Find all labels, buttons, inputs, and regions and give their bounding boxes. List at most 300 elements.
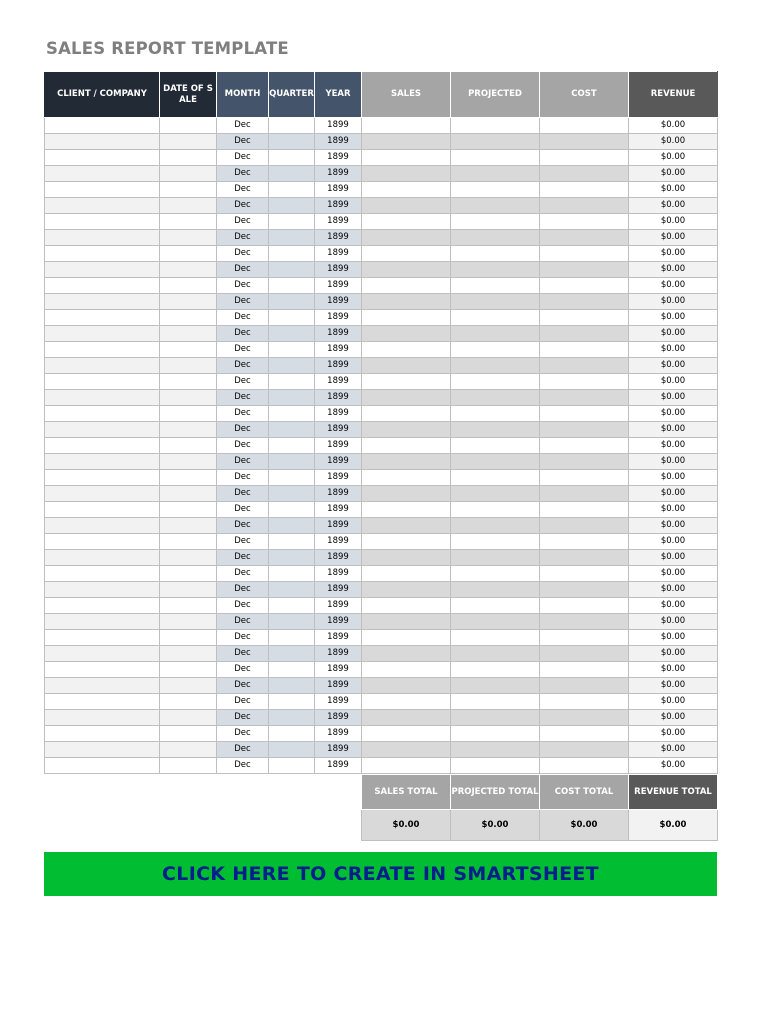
cell-year[interactable]: 1899 bbox=[315, 486, 362, 502]
cell-date[interactable] bbox=[160, 374, 217, 390]
cell-revenue[interactable]: $0.00 bbox=[629, 246, 718, 262]
cell-sales[interactable] bbox=[362, 182, 451, 198]
cell-date[interactable] bbox=[160, 422, 217, 438]
cell-revenue[interactable]: $0.00 bbox=[629, 614, 718, 630]
cell-quarter[interactable] bbox=[269, 470, 315, 486]
cell-quarter[interactable] bbox=[269, 502, 315, 518]
cell-revenue[interactable]: $0.00 bbox=[629, 710, 718, 726]
cell-client[interactable] bbox=[45, 214, 160, 230]
cell-revenue[interactable]: $0.00 bbox=[629, 630, 718, 646]
cell-month[interactable]: Dec bbox=[217, 342, 269, 358]
cell-cost[interactable] bbox=[540, 646, 629, 662]
cell-quarter[interactable] bbox=[269, 358, 315, 374]
cell-projected[interactable] bbox=[451, 134, 540, 150]
cell-revenue[interactable]: $0.00 bbox=[629, 294, 718, 310]
column-header-revenue[interactable]: REVENUE bbox=[629, 72, 718, 118]
cell-sales[interactable] bbox=[362, 518, 451, 534]
cell-cost[interactable] bbox=[540, 278, 629, 294]
cell-cost[interactable] bbox=[540, 406, 629, 422]
cell-sales[interactable] bbox=[362, 294, 451, 310]
cell-month[interactable]: Dec bbox=[217, 678, 269, 694]
cell-month[interactable]: Dec bbox=[217, 630, 269, 646]
cell-client[interactable] bbox=[45, 406, 160, 422]
cell-year[interactable]: 1899 bbox=[315, 438, 362, 454]
cell-year[interactable]: 1899 bbox=[315, 534, 362, 550]
cell-client[interactable] bbox=[45, 230, 160, 246]
cell-date[interactable] bbox=[160, 470, 217, 486]
cell-client[interactable] bbox=[45, 182, 160, 198]
cell-client[interactable] bbox=[45, 134, 160, 150]
cell-month[interactable]: Dec bbox=[217, 150, 269, 166]
cell-client[interactable] bbox=[45, 278, 160, 294]
column-header-quarter[interactable]: QUARTER bbox=[269, 72, 315, 118]
cell-quarter[interactable] bbox=[269, 566, 315, 582]
cell-year[interactable]: 1899 bbox=[315, 150, 362, 166]
cell-cost[interactable] bbox=[540, 150, 629, 166]
cell-sales[interactable] bbox=[362, 742, 451, 758]
cell-revenue[interactable]: $0.00 bbox=[629, 470, 718, 486]
cell-cost[interactable] bbox=[540, 550, 629, 566]
cell-sales[interactable] bbox=[362, 646, 451, 662]
cell-cost[interactable] bbox=[540, 598, 629, 614]
cell-year[interactable]: 1899 bbox=[315, 726, 362, 742]
cell-sales[interactable] bbox=[362, 326, 451, 342]
cell-month[interactable]: Dec bbox=[217, 502, 269, 518]
cell-month[interactable]: Dec bbox=[217, 422, 269, 438]
cell-projected[interactable] bbox=[451, 166, 540, 182]
cell-projected[interactable] bbox=[451, 422, 540, 438]
cell-month[interactable]: Dec bbox=[217, 454, 269, 470]
cell-projected[interactable] bbox=[451, 534, 540, 550]
cell-month[interactable]: Dec bbox=[217, 438, 269, 454]
cell-quarter[interactable] bbox=[269, 406, 315, 422]
cell-projected[interactable] bbox=[451, 390, 540, 406]
cell-projected[interactable] bbox=[451, 406, 540, 422]
cell-sales[interactable] bbox=[362, 758, 451, 774]
cell-cost[interactable] bbox=[540, 134, 629, 150]
cell-client[interactable] bbox=[45, 246, 160, 262]
cell-projected[interactable] bbox=[451, 310, 540, 326]
cell-quarter[interactable] bbox=[269, 342, 315, 358]
cell-year[interactable]: 1899 bbox=[315, 198, 362, 214]
cell-cost[interactable] bbox=[540, 166, 629, 182]
cell-projected[interactable] bbox=[451, 614, 540, 630]
cell-year[interactable]: 1899 bbox=[315, 550, 362, 566]
cell-cost[interactable] bbox=[540, 310, 629, 326]
cell-year[interactable]: 1899 bbox=[315, 358, 362, 374]
cell-date[interactable] bbox=[160, 518, 217, 534]
cell-quarter[interactable] bbox=[269, 646, 315, 662]
cell-quarter[interactable] bbox=[269, 166, 315, 182]
cell-revenue[interactable]: $0.00 bbox=[629, 262, 718, 278]
cell-cost[interactable] bbox=[540, 630, 629, 646]
cell-revenue[interactable]: $0.00 bbox=[629, 390, 718, 406]
cell-sales[interactable] bbox=[362, 358, 451, 374]
sales-total-value[interactable]: $0.00 bbox=[362, 810, 451, 841]
cell-quarter[interactable] bbox=[269, 294, 315, 310]
cell-quarter[interactable] bbox=[269, 598, 315, 614]
column-header-year[interactable]: YEAR bbox=[315, 72, 362, 118]
cell-sales[interactable] bbox=[362, 374, 451, 390]
cell-revenue[interactable]: $0.00 bbox=[629, 582, 718, 598]
cell-date[interactable] bbox=[160, 438, 217, 454]
cell-date[interactable] bbox=[160, 694, 217, 710]
cell-projected[interactable] bbox=[451, 502, 540, 518]
cell-year[interactable]: 1899 bbox=[315, 134, 362, 150]
cell-revenue[interactable]: $0.00 bbox=[629, 598, 718, 614]
cell-cost[interactable] bbox=[540, 566, 629, 582]
cell-month[interactable]: Dec bbox=[217, 390, 269, 406]
cell-client[interactable] bbox=[45, 470, 160, 486]
cell-client[interactable] bbox=[45, 390, 160, 406]
cell-sales[interactable] bbox=[362, 262, 451, 278]
cell-client[interactable] bbox=[45, 502, 160, 518]
cell-month[interactable]: Dec bbox=[217, 374, 269, 390]
cell-client[interactable] bbox=[45, 614, 160, 630]
cell-revenue[interactable]: $0.00 bbox=[629, 678, 718, 694]
cell-year[interactable]: 1899 bbox=[315, 310, 362, 326]
cell-projected[interactable] bbox=[451, 294, 540, 310]
cell-client[interactable] bbox=[45, 454, 160, 470]
cell-revenue[interactable]: $0.00 bbox=[629, 150, 718, 166]
revenue-total-value[interactable]: $0.00 bbox=[629, 810, 718, 841]
cell-client[interactable] bbox=[45, 310, 160, 326]
cell-client[interactable] bbox=[45, 534, 160, 550]
cell-month[interactable]: Dec bbox=[217, 518, 269, 534]
cell-month[interactable]: Dec bbox=[217, 262, 269, 278]
cell-projected[interactable] bbox=[451, 214, 540, 230]
cell-quarter[interactable] bbox=[269, 278, 315, 294]
cell-sales[interactable] bbox=[362, 662, 451, 678]
cell-projected[interactable] bbox=[451, 566, 540, 582]
cell-client[interactable] bbox=[45, 598, 160, 614]
cell-sales[interactable] bbox=[362, 470, 451, 486]
cell-date[interactable] bbox=[160, 150, 217, 166]
cell-month[interactable]: Dec bbox=[217, 470, 269, 486]
cell-month[interactable]: Dec bbox=[217, 294, 269, 310]
cell-quarter[interactable] bbox=[269, 118, 315, 134]
cell-revenue[interactable]: $0.00 bbox=[629, 662, 718, 678]
cell-projected[interactable] bbox=[451, 374, 540, 390]
cell-year[interactable]: 1899 bbox=[315, 406, 362, 422]
cell-sales[interactable] bbox=[362, 278, 451, 294]
cell-year[interactable]: 1899 bbox=[315, 614, 362, 630]
cell-revenue[interactable]: $0.00 bbox=[629, 134, 718, 150]
cell-year[interactable]: 1899 bbox=[315, 422, 362, 438]
cell-cost[interactable] bbox=[540, 390, 629, 406]
cell-year[interactable]: 1899 bbox=[315, 566, 362, 582]
cell-date[interactable] bbox=[160, 166, 217, 182]
cell-month[interactable]: Dec bbox=[217, 230, 269, 246]
cell-quarter[interactable] bbox=[269, 742, 315, 758]
cell-date[interactable] bbox=[160, 134, 217, 150]
cell-cost[interactable] bbox=[540, 710, 629, 726]
cell-year[interactable]: 1899 bbox=[315, 678, 362, 694]
cell-sales[interactable] bbox=[362, 534, 451, 550]
cell-year[interactable]: 1899 bbox=[315, 598, 362, 614]
cell-quarter[interactable] bbox=[269, 758, 315, 774]
cell-date[interactable] bbox=[160, 454, 217, 470]
cell-year[interactable]: 1899 bbox=[315, 758, 362, 774]
cell-sales[interactable] bbox=[362, 710, 451, 726]
cell-quarter[interactable] bbox=[269, 374, 315, 390]
cell-date[interactable] bbox=[160, 726, 217, 742]
cell-sales[interactable] bbox=[362, 406, 451, 422]
cell-cost[interactable] bbox=[540, 246, 629, 262]
cell-cost[interactable] bbox=[540, 678, 629, 694]
cell-sales[interactable] bbox=[362, 134, 451, 150]
cell-client[interactable] bbox=[45, 422, 160, 438]
cell-cost[interactable] bbox=[540, 758, 629, 774]
cell-date[interactable] bbox=[160, 310, 217, 326]
cell-client[interactable] bbox=[45, 166, 160, 182]
cell-projected[interactable] bbox=[451, 582, 540, 598]
cell-date[interactable] bbox=[160, 566, 217, 582]
cell-quarter[interactable] bbox=[269, 630, 315, 646]
cell-year[interactable]: 1899 bbox=[315, 118, 362, 134]
cell-projected[interactable] bbox=[451, 726, 540, 742]
cell-month[interactable]: Dec bbox=[217, 742, 269, 758]
cell-month[interactable]: Dec bbox=[217, 406, 269, 422]
projected-total-value[interactable]: $0.00 bbox=[451, 810, 540, 841]
cell-cost[interactable] bbox=[540, 534, 629, 550]
cell-year[interactable]: 1899 bbox=[315, 326, 362, 342]
cell-year[interactable]: 1899 bbox=[315, 278, 362, 294]
cell-revenue[interactable]: $0.00 bbox=[629, 374, 718, 390]
cell-cost[interactable] bbox=[540, 198, 629, 214]
cell-year[interactable]: 1899 bbox=[315, 294, 362, 310]
cell-cost[interactable] bbox=[540, 422, 629, 438]
cell-client[interactable] bbox=[45, 678, 160, 694]
cell-projected[interactable] bbox=[451, 694, 540, 710]
cell-cost[interactable] bbox=[540, 358, 629, 374]
cell-projected[interactable] bbox=[451, 550, 540, 566]
cell-revenue[interactable]: $0.00 bbox=[629, 454, 718, 470]
column-header-date-of-sale[interactable]: DATE OF SALE bbox=[160, 72, 217, 118]
cell-date[interactable] bbox=[160, 262, 217, 278]
cell-quarter[interactable] bbox=[269, 710, 315, 726]
cell-month[interactable]: Dec bbox=[217, 758, 269, 774]
cell-client[interactable] bbox=[45, 118, 160, 134]
cell-projected[interactable] bbox=[451, 198, 540, 214]
cell-revenue[interactable]: $0.00 bbox=[629, 214, 718, 230]
cell-date[interactable] bbox=[160, 182, 217, 198]
cell-quarter[interactable] bbox=[269, 438, 315, 454]
cell-year[interactable]: 1899 bbox=[315, 582, 362, 598]
cell-year[interactable]: 1899 bbox=[315, 470, 362, 486]
cell-projected[interactable] bbox=[451, 118, 540, 134]
cell-month[interactable]: Dec bbox=[217, 118, 269, 134]
cell-quarter[interactable] bbox=[269, 550, 315, 566]
cell-cost[interactable] bbox=[540, 230, 629, 246]
cell-date[interactable] bbox=[160, 118, 217, 134]
cell-date[interactable] bbox=[160, 598, 217, 614]
cell-cost[interactable] bbox=[540, 342, 629, 358]
cell-revenue[interactable]: $0.00 bbox=[629, 742, 718, 758]
cell-client[interactable] bbox=[45, 646, 160, 662]
cell-cost[interactable] bbox=[540, 742, 629, 758]
cell-sales[interactable] bbox=[362, 310, 451, 326]
cell-projected[interactable] bbox=[451, 470, 540, 486]
cell-year[interactable]: 1899 bbox=[315, 694, 362, 710]
cell-revenue[interactable]: $0.00 bbox=[629, 566, 718, 582]
cell-year[interactable]: 1899 bbox=[315, 246, 362, 262]
cell-quarter[interactable] bbox=[269, 678, 315, 694]
cell-revenue[interactable]: $0.00 bbox=[629, 118, 718, 134]
cell-client[interactable] bbox=[45, 710, 160, 726]
cell-month[interactable]: Dec bbox=[217, 566, 269, 582]
cell-quarter[interactable] bbox=[269, 326, 315, 342]
cell-quarter[interactable] bbox=[269, 582, 315, 598]
cell-sales[interactable] bbox=[362, 630, 451, 646]
cell-date[interactable] bbox=[160, 710, 217, 726]
cell-cost[interactable] bbox=[540, 502, 629, 518]
cell-projected[interactable] bbox=[451, 182, 540, 198]
cell-client[interactable] bbox=[45, 486, 160, 502]
cell-sales[interactable] bbox=[362, 550, 451, 566]
cell-cost[interactable] bbox=[540, 726, 629, 742]
cell-year[interactable]: 1899 bbox=[315, 182, 362, 198]
column-header-projected[interactable]: PROJECTED bbox=[451, 72, 540, 118]
cell-sales[interactable] bbox=[362, 230, 451, 246]
cell-sales[interactable] bbox=[362, 166, 451, 182]
cell-revenue[interactable]: $0.00 bbox=[629, 342, 718, 358]
cell-projected[interactable] bbox=[451, 358, 540, 374]
cell-projected[interactable] bbox=[451, 150, 540, 166]
cell-month[interactable]: Dec bbox=[217, 486, 269, 502]
cell-quarter[interactable] bbox=[269, 518, 315, 534]
cell-year[interactable]: 1899 bbox=[315, 662, 362, 678]
cost-total-value[interactable]: $0.00 bbox=[540, 810, 629, 841]
cell-projected[interactable] bbox=[451, 678, 540, 694]
column-header-cost[interactable]: COST bbox=[540, 72, 629, 118]
cell-sales[interactable] bbox=[362, 150, 451, 166]
cell-cost[interactable] bbox=[540, 182, 629, 198]
cell-revenue[interactable]: $0.00 bbox=[629, 406, 718, 422]
cell-sales[interactable] bbox=[362, 214, 451, 230]
cell-date[interactable] bbox=[160, 358, 217, 374]
cell-date[interactable] bbox=[160, 646, 217, 662]
cell-month[interactable]: Dec bbox=[217, 710, 269, 726]
cell-cost[interactable] bbox=[540, 214, 629, 230]
cell-client[interactable] bbox=[45, 758, 160, 774]
cell-client[interactable] bbox=[45, 742, 160, 758]
cell-client[interactable] bbox=[45, 694, 160, 710]
cell-sales[interactable] bbox=[362, 486, 451, 502]
cell-date[interactable] bbox=[160, 342, 217, 358]
cell-date[interactable] bbox=[160, 550, 217, 566]
cell-projected[interactable] bbox=[451, 230, 540, 246]
cell-client[interactable] bbox=[45, 726, 160, 742]
cell-revenue[interactable]: $0.00 bbox=[629, 534, 718, 550]
cell-projected[interactable] bbox=[451, 742, 540, 758]
cell-date[interactable] bbox=[160, 198, 217, 214]
cell-month[interactable]: Dec bbox=[217, 278, 269, 294]
cell-revenue[interactable]: $0.00 bbox=[629, 518, 718, 534]
cell-revenue[interactable]: $0.00 bbox=[629, 310, 718, 326]
cell-month[interactable]: Dec bbox=[217, 214, 269, 230]
cell-client[interactable] bbox=[45, 662, 160, 678]
cell-cost[interactable] bbox=[540, 294, 629, 310]
cell-month[interactable]: Dec bbox=[217, 662, 269, 678]
cell-sales[interactable] bbox=[362, 502, 451, 518]
cell-projected[interactable] bbox=[451, 518, 540, 534]
cell-year[interactable]: 1899 bbox=[315, 374, 362, 390]
cell-cost[interactable] bbox=[540, 614, 629, 630]
cell-cost[interactable] bbox=[540, 694, 629, 710]
cell-projected[interactable] bbox=[451, 438, 540, 454]
cell-cost[interactable] bbox=[540, 326, 629, 342]
cell-quarter[interactable] bbox=[269, 182, 315, 198]
cell-sales[interactable] bbox=[362, 390, 451, 406]
cell-month[interactable]: Dec bbox=[217, 726, 269, 742]
cell-projected[interactable] bbox=[451, 454, 540, 470]
cell-cost[interactable] bbox=[540, 582, 629, 598]
cell-month[interactable]: Dec bbox=[217, 358, 269, 374]
cell-quarter[interactable] bbox=[269, 422, 315, 438]
cell-cost[interactable] bbox=[540, 118, 629, 134]
cell-revenue[interactable]: $0.00 bbox=[629, 502, 718, 518]
column-header-sales[interactable]: SALES bbox=[362, 72, 451, 118]
cell-client[interactable] bbox=[45, 358, 160, 374]
cell-revenue[interactable]: $0.00 bbox=[629, 726, 718, 742]
cell-revenue[interactable]: $0.00 bbox=[629, 758, 718, 774]
cell-projected[interactable] bbox=[451, 646, 540, 662]
cell-sales[interactable] bbox=[362, 118, 451, 134]
cell-date[interactable] bbox=[160, 294, 217, 310]
cell-date[interactable] bbox=[160, 486, 217, 502]
cell-date[interactable] bbox=[160, 614, 217, 630]
cell-projected[interactable] bbox=[451, 598, 540, 614]
cell-date[interactable] bbox=[160, 742, 217, 758]
cell-year[interactable]: 1899 bbox=[315, 502, 362, 518]
cell-sales[interactable] bbox=[362, 566, 451, 582]
cell-date[interactable] bbox=[160, 758, 217, 774]
cell-client[interactable] bbox=[45, 150, 160, 166]
cell-quarter[interactable] bbox=[269, 726, 315, 742]
cell-date[interactable] bbox=[160, 278, 217, 294]
cell-client[interactable] bbox=[45, 582, 160, 598]
cell-quarter[interactable] bbox=[269, 134, 315, 150]
cell-quarter[interactable] bbox=[269, 454, 315, 470]
cell-sales[interactable] bbox=[362, 342, 451, 358]
cell-year[interactable]: 1899 bbox=[315, 166, 362, 182]
cell-month[interactable]: Dec bbox=[217, 550, 269, 566]
cell-cost[interactable] bbox=[540, 518, 629, 534]
cell-date[interactable] bbox=[160, 502, 217, 518]
cell-year[interactable]: 1899 bbox=[315, 342, 362, 358]
cell-projected[interactable] bbox=[451, 758, 540, 774]
cell-projected[interactable] bbox=[451, 710, 540, 726]
cell-projected[interactable] bbox=[451, 262, 540, 278]
cell-client[interactable] bbox=[45, 518, 160, 534]
cell-month[interactable]: Dec bbox=[217, 310, 269, 326]
cell-month[interactable]: Dec bbox=[217, 598, 269, 614]
cell-client[interactable] bbox=[45, 342, 160, 358]
cell-revenue[interactable]: $0.00 bbox=[629, 438, 718, 454]
cell-revenue[interactable]: $0.00 bbox=[629, 278, 718, 294]
cell-quarter[interactable] bbox=[269, 246, 315, 262]
cell-date[interactable] bbox=[160, 390, 217, 406]
cell-projected[interactable] bbox=[451, 246, 540, 262]
column-header-month[interactable]: MONTH bbox=[217, 72, 269, 118]
cell-date[interactable] bbox=[160, 406, 217, 422]
cell-month[interactable]: Dec bbox=[217, 198, 269, 214]
cell-month[interactable]: Dec bbox=[217, 694, 269, 710]
cell-client[interactable] bbox=[45, 566, 160, 582]
cell-month[interactable]: Dec bbox=[217, 646, 269, 662]
cell-projected[interactable] bbox=[451, 630, 540, 646]
